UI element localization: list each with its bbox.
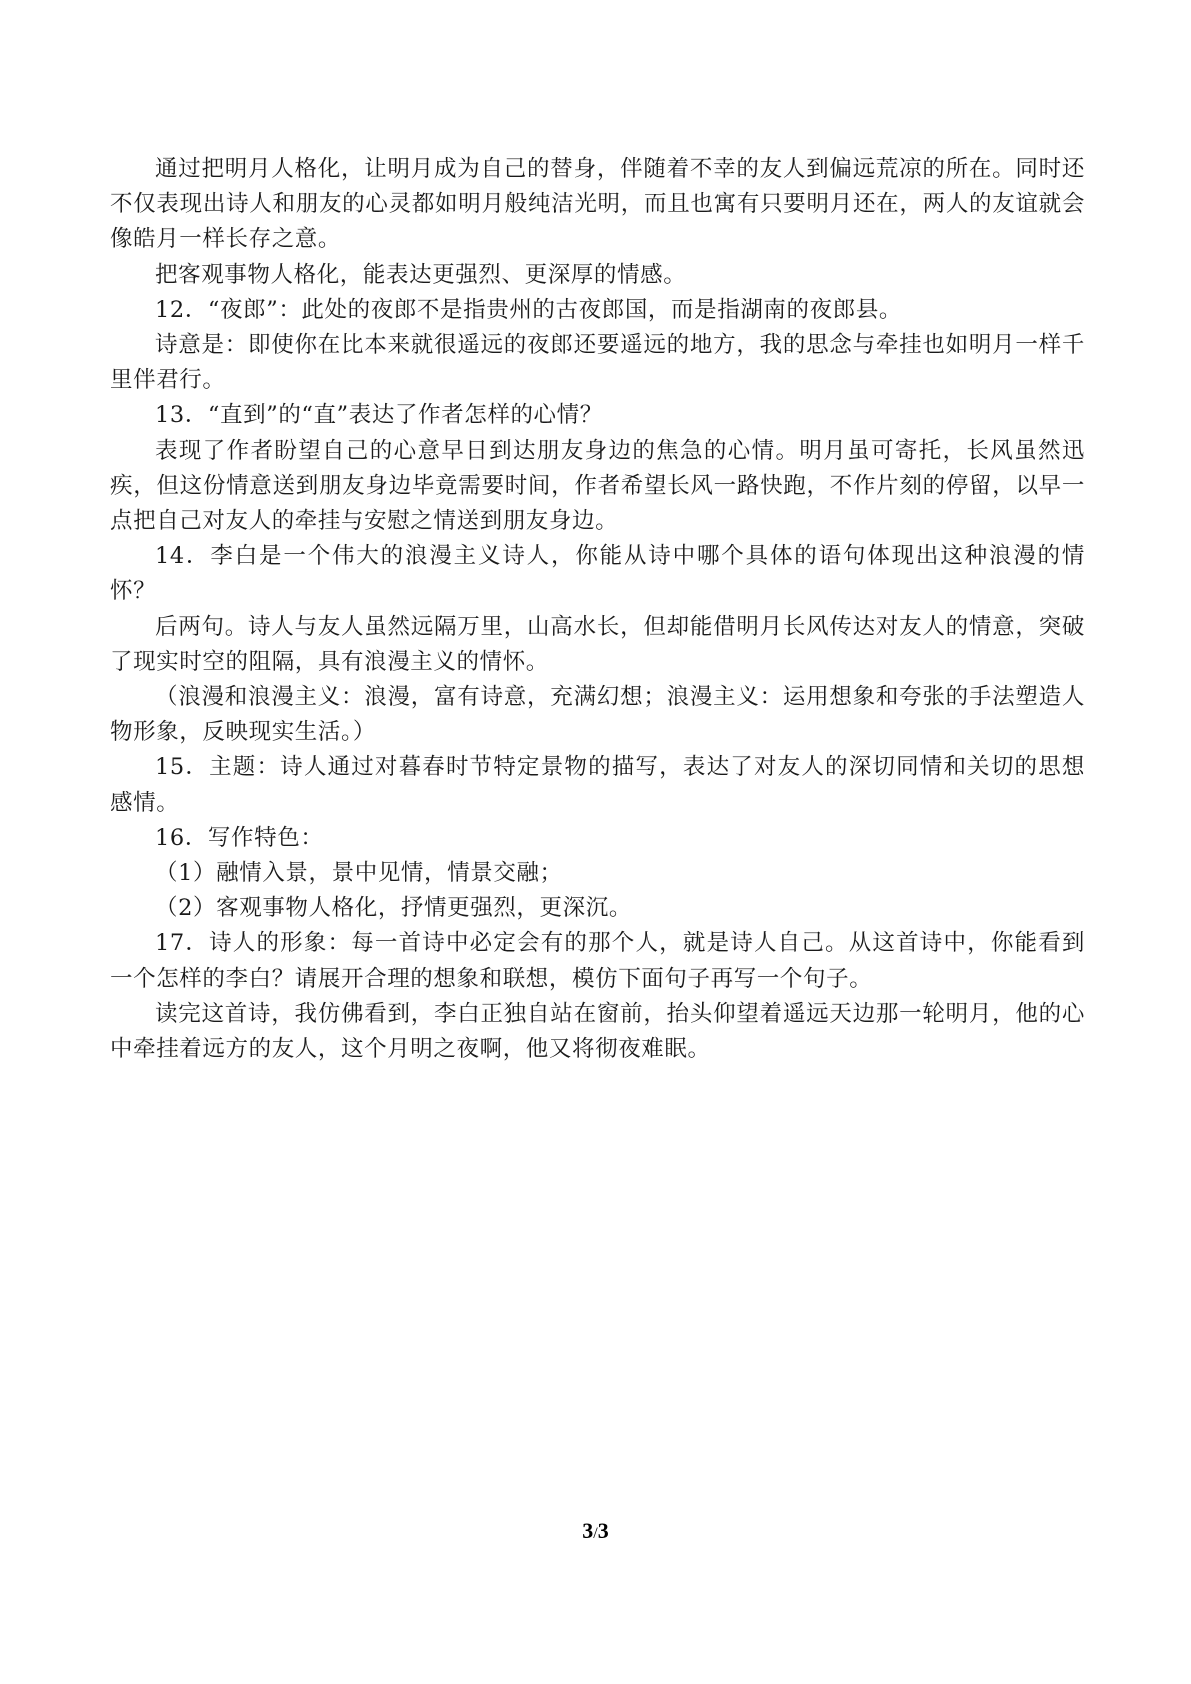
page-current: 3	[582, 1518, 594, 1543]
question-13: 13．“直到”的“直”表达了作者怎样的心情？	[155, 402, 603, 429]
question-12: 12．“夜郎”：此处的夜郎不是指贵州的古夜郎国，而是指湖南的夜郎县。	[155, 296, 903, 323]
answer-14: 后两句。诗人与友人虽然远隔万里，山高水长，但却能借明月长风传达对友人的情意，突破了现实时空的阻隔，具有浪漫主义的情怀。	[110, 613, 1085, 675]
question-17: 17．诗人的形象：每一首诗中必定会有的那个人，就是诗人自己。从这首诗中，你能看到一个怎样的李白？请展开合理的想象和联想，模仿下面句子再写一个句子。	[110, 930, 1085, 992]
question-14: 14．李白是一个伟大的浪漫主义诗人，你能从诗中哪个具体的语句体现出这种浪漫的情怀？	[110, 543, 1085, 605]
page-number	[0, 1518, 1191, 1544]
document-body	[110, 152, 1085, 1067]
answer-17: 读完这首诗，我仿佛看到，李白正独自站在窗前，抬头仰望着遥远天边那一轮明月，他的心中牵挂着远方的友人，这个月明之夜啊，他又将彻夜难眠。	[110, 1000, 1085, 1063]
item-15-theme: 15．主题：诗人通过对暮春时节特定景物的描写，表达了对友人的深切同情和关切的思想感情。	[110, 754, 1085, 816]
note-romanticism: （浪漫和浪漫主义：浪漫，富有诗意，充满幻想；浪漫主义：运用想象和夸张的手法塑造人物形象，反映现实生活。）	[110, 684, 1085, 746]
paragraph-1: 通过把明月人格化，让明月成为自己的替身，伴随着不幸的友人到偏远荒凉的所在。同时还不仅表现出诗人和朋友的心灵都如明月般纯洁光明，而且也寓有只要明月还在，两人的友谊就会像皓月一样长存之意。	[110, 156, 1085, 253]
item-16-point-1: （1）融情入景，景中见情，情景交融；	[155, 860, 563, 887]
paragraph-2: 把客观事物人格化，能表达更强烈、更深厚的情感。	[155, 261, 687, 288]
page-separator: /	[593, 1525, 598, 1542]
item-16-heading: 16．写作特色：	[155, 824, 324, 851]
answer-12: 诗意是：即使你在比本来就很遥远的夜郎还要遥远的地方，我的思念与牵挂也如明月一样千里伴君行。	[110, 332, 1085, 394]
item-16-point-2: （2）客观事物人格化，抒情更强烈，更深沉。	[155, 895, 632, 922]
page-total: 3	[597, 1518, 609, 1543]
answer-13: 表现了作者盼望自己的心意早日到达朋友身边的焦急的心情。明月虽可寄托，长风虽然迅疾，但这份情意送到朋友身边毕竟需要时间，作者希望长风一路快跑，不作片刻的停留，以早一点把自己对友人的牵挂与安慰之情送到朋友身边。	[110, 437, 1085, 535]
